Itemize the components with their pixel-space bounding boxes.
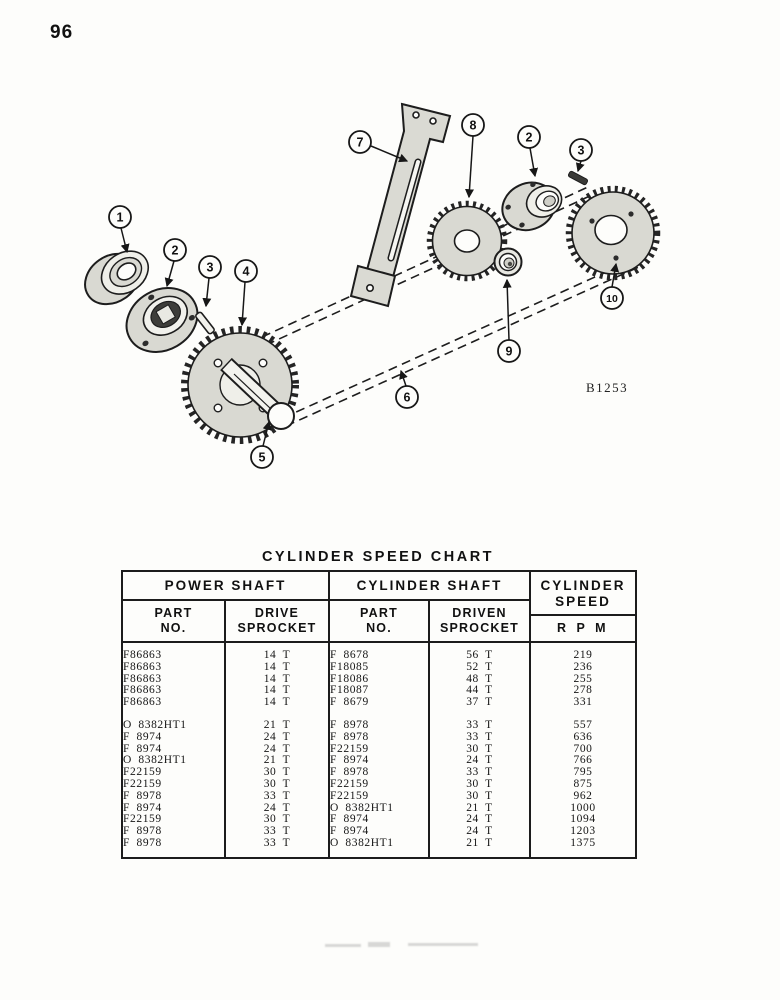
table-cell: 14 T	[225, 642, 329, 662]
table-cell: F 8978	[122, 826, 225, 838]
callout-1-label: 1	[116, 210, 124, 225]
table-cell: O 8382HT1	[329, 838, 429, 858]
header-drive-sprocket	[225, 600, 329, 642]
part-no-1-line1: PART	[154, 606, 193, 620]
callout-1	[109, 206, 131, 228]
table-cell: 14 T	[225, 674, 329, 686]
table-row	[122, 732, 636, 744]
callout-8-label: 8	[469, 118, 477, 133]
table-cell: F 8978	[329, 767, 429, 779]
table-cell: 766	[573, 754, 593, 767]
table-cell: 24 T	[225, 803, 329, 815]
table-cell: 33 T	[429, 732, 530, 744]
table-cell: 37 T	[429, 697, 530, 709]
table-cell: 21 T	[429, 803, 530, 815]
table-row	[122, 755, 636, 767]
table-cell: F22159	[329, 744, 429, 756]
callout-2-right	[518, 126, 540, 148]
table-cell: F 8678	[329, 642, 429, 662]
callout-3-left	[199, 256, 221, 278]
table-cell: 1000	[570, 801, 596, 814]
table-cell: F 8974	[122, 732, 225, 744]
table-cell: 24 T	[429, 826, 530, 838]
callout-9	[498, 340, 520, 362]
print-artifact-1	[325, 944, 361, 947]
table-row	[122, 791, 636, 803]
table-cell: 1203	[570, 825, 596, 838]
callout-2l-label: 2	[171, 243, 179, 258]
header-cylinder-speed	[530, 571, 636, 642]
header-cylinder-speed-title	[531, 573, 635, 616]
cylinder-sprocket	[569, 189, 657, 277]
callout-2-left	[164, 239, 186, 261]
callout-7-label: 7	[356, 135, 364, 150]
table-row	[122, 662, 636, 674]
table-row	[122, 720, 636, 732]
table-cell: F18086	[329, 674, 429, 686]
table-cell: 24 T	[429, 755, 530, 767]
table-row	[122, 685, 636, 697]
table-cell: 33 T	[225, 826, 329, 838]
figure-code: B1253	[586, 380, 629, 395]
table-cell: 219	[573, 649, 593, 661]
driven-sprocket-line2: SPROCKET	[439, 621, 520, 635]
callout-5-label: 5	[258, 450, 266, 465]
print-artifact-3	[408, 943, 478, 946]
table-cell: F22159	[122, 779, 225, 791]
chart-title: CYLINDER SPEED CHART	[261, 549, 495, 565]
table-cell: 875	[573, 777, 593, 790]
table-cell: F86863	[122, 642, 225, 662]
header-cylinder-shaft: CYLINDER SHAFT	[329, 571, 530, 600]
table-cell: 21 T	[429, 838, 530, 858]
table-row	[122, 642, 636, 662]
table-row	[122, 803, 636, 815]
callout-6	[396, 386, 418, 408]
print-artifact-2	[368, 942, 390, 947]
table-cell: F86863	[122, 685, 225, 697]
table-cell: 30 T	[429, 744, 530, 756]
table-row	[122, 814, 636, 826]
table-cell: F18085	[329, 662, 429, 674]
table-cell: 636	[573, 730, 593, 743]
header-part-no-power	[122, 600, 225, 642]
table-cell: F 8978	[122, 838, 225, 858]
table-cell: 1375	[570, 836, 596, 849]
header-part-no-cylinder	[329, 600, 429, 642]
table-cell: 14 T	[225, 685, 329, 697]
table-cell: 21 T	[225, 755, 329, 767]
table-cell: 14 T	[225, 697, 329, 709]
page-number: 96	[50, 22, 74, 43]
cylinder-speed-line2: SPEED	[555, 593, 611, 609]
table-cell: F 8978	[122, 791, 225, 803]
cylinder-speed-chart	[121, 570, 637, 859]
table-cell: 700	[573, 742, 593, 755]
table-cell: 24 T	[429, 814, 530, 826]
table-cell: 33 T	[225, 791, 329, 803]
table-cell: 44 T	[429, 685, 530, 697]
table-cell: 30 T	[429, 791, 530, 803]
table-cell: F22159	[329, 779, 429, 791]
callout-9-label: 9	[505, 344, 513, 359]
table-spacer-row	[122, 709, 636, 720]
callout-10	[601, 287, 623, 309]
table-cell: 30 T	[429, 779, 530, 791]
table-cell: 557	[573, 718, 593, 731]
table-cell: 331	[573, 696, 593, 709]
table-cell: F86863	[122, 674, 225, 686]
callout-2r-label: 2	[525, 130, 533, 145]
table-cell: F18087	[329, 685, 429, 697]
callout-3-right	[570, 139, 592, 161]
table-row	[122, 767, 636, 779]
speed-table-body	[122, 642, 636, 858]
idler-sprocket	[430, 204, 504, 278]
table-cell: 52 T	[429, 662, 530, 674]
header-driven-sprocket	[429, 600, 530, 642]
table-row	[122, 674, 636, 686]
callout-3r-label: 3	[577, 143, 585, 158]
table-cell: F 8978	[329, 732, 429, 744]
table-cell: F22159	[122, 767, 225, 779]
table-cell: 30 T	[225, 779, 329, 791]
pin-right	[568, 171, 588, 186]
table-cell: O 8382HT1	[122, 755, 225, 767]
table-cell: 278	[573, 684, 593, 697]
part-no-2-line1: PART	[360, 606, 398, 620]
callout-3l-label: 3	[206, 260, 214, 275]
table-cell: 33 T	[429, 767, 530, 779]
table-cell: 21 T	[225, 720, 329, 732]
table-cell: F86863	[122, 662, 225, 674]
table-cell: F 8978	[329, 720, 429, 732]
hub-right	[495, 171, 570, 238]
driven-sprocket-line1: DRIVEN	[452, 606, 507, 620]
table-cell: 236	[573, 660, 593, 673]
table-cell: O 8382HT1	[122, 720, 225, 732]
part-no-1-line2: NO.	[160, 621, 187, 635]
table-cell: F 8974	[329, 814, 429, 826]
table-cell: F 8974	[122, 803, 225, 815]
callout-5	[251, 446, 273, 468]
table-cell: 48 T	[429, 674, 530, 686]
callout-6-label: 6	[403, 390, 411, 405]
callout-8	[462, 114, 484, 136]
header-rpm: R P M	[557, 621, 609, 635]
table-row	[122, 838, 636, 858]
table-cell: 962	[573, 789, 593, 802]
drive-sprocket-line1: DRIVE	[254, 606, 300, 620]
table-cell: 1094	[570, 813, 596, 826]
table-cell: F 8974	[329, 755, 429, 767]
table-cell: 33 T	[429, 720, 530, 732]
table-cell: F22159	[122, 814, 225, 826]
table-row	[122, 779, 636, 791]
table-cell: 56 T	[429, 642, 530, 662]
table-cell: 14 T	[225, 662, 329, 674]
table-cell: F 8679	[329, 697, 429, 709]
pin-left	[195, 311, 215, 334]
table-cell: O 8382HT1	[329, 803, 429, 815]
table-cell: F 8974	[329, 826, 429, 838]
table-row	[122, 697, 636, 709]
table-cell: 30 T	[225, 814, 329, 826]
table-cell: F 8974	[122, 744, 225, 756]
table-cell: 24 T	[225, 744, 329, 756]
table-cell: 30 T	[225, 767, 329, 779]
table-cell: 255	[573, 672, 593, 685]
table-cell: F86863	[122, 697, 225, 709]
callout-7	[349, 131, 371, 153]
callout-10-label: 10	[606, 293, 618, 305]
callout-4-label: 4	[242, 264, 250, 279]
table-cell: 24 T	[225, 732, 329, 744]
table-cell: 795	[573, 766, 593, 779]
header-power-shaft: POWER SHAFT	[122, 571, 329, 600]
table-cell: F22159	[329, 791, 429, 803]
roller	[495, 249, 522, 276]
drive-sprocket-line2: SPROCKET	[237, 621, 317, 635]
part-no-2-line2: NO.	[366, 621, 392, 635]
cylinder-speed-line1: CYLINDER	[540, 577, 626, 593]
callout-4	[235, 260, 257, 282]
table-cell: 33 T	[225, 838, 329, 858]
table-row	[122, 744, 636, 756]
